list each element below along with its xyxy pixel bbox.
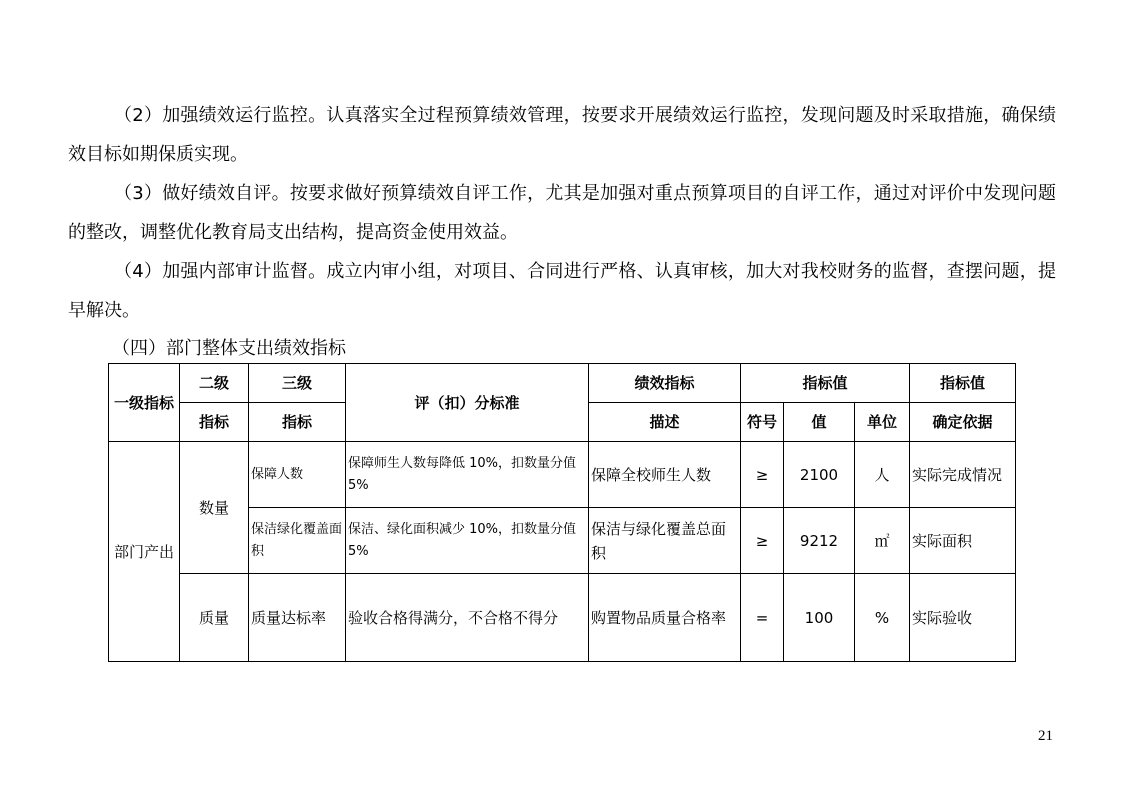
desc-cell: 购置物品质量合格率 bbox=[589, 574, 741, 662]
table-row bbox=[109, 574, 1016, 662]
standard-cell: 保洁、绿化面积减少 10%，扣数量分值 5% bbox=[346, 508, 589, 574]
header-value-group: 指标值 bbox=[741, 364, 910, 403]
level2-cell-quality: 质量 bbox=[180, 574, 249, 662]
header-symbol: 符号 bbox=[741, 403, 784, 442]
header-level1: 一级指标 bbox=[109, 364, 180, 442]
page-number: 21 bbox=[1038, 728, 1053, 744]
value-cell: 100 bbox=[784, 574, 855, 662]
paragraph-internal-audit: （4）加强内部审计监督。成立内审小组，对项目、合同进行严格、认真审核，加大对我校财务的监督，查摆问题，提早解决。 bbox=[68, 261, 1056, 321]
value-cell: 2100 bbox=[784, 442, 855, 508]
level3-cell: 保障人数 bbox=[249, 442, 346, 508]
paragraph-monitoring: （2）加强绩效运行监控。认真落实全过程预算绩效管理，按要求开展绩效运行监控，发现问题及时采取措施，确保绩效目标如期保质实现。 bbox=[68, 105, 1056, 165]
performance-indicator-table bbox=[108, 363, 1016, 662]
unit-cell: % bbox=[855, 574, 910, 662]
symbol-cell: = bbox=[741, 574, 784, 662]
table-row bbox=[109, 442, 1016, 508]
header-unit: 单位 bbox=[855, 403, 910, 442]
header-standard: 评（扣）分标准 bbox=[346, 364, 589, 442]
header-basis-line2: 确定依据 bbox=[910, 403, 1016, 442]
basis-cell: 实际完成情况 bbox=[910, 442, 1016, 508]
section-title: （四）部门整体支出绩效指标 bbox=[112, 338, 346, 359]
standard-cell: 验收合格得满分，不合格不得分 bbox=[346, 574, 589, 662]
desc-cell: 保障全校师生人数 bbox=[589, 442, 741, 508]
standard-cell: 保障师生人数每降低 10%，扣数量分值 5% bbox=[346, 442, 589, 508]
header-basis-line1: 指标值 bbox=[910, 364, 1016, 403]
header-value: 值 bbox=[784, 403, 855, 442]
header-level2-line1: 二级 bbox=[180, 364, 249, 403]
unit-cell: 人 bbox=[855, 442, 910, 508]
header-level3-line2: 指标 bbox=[249, 403, 346, 442]
basis-cell: 实际验收 bbox=[910, 574, 1016, 662]
basis-cell: 实际面积 bbox=[910, 508, 1016, 574]
level3-cell: 质量达标率 bbox=[249, 574, 346, 662]
value-cell: 9212 bbox=[784, 508, 855, 574]
header-desc-line2: 描述 bbox=[589, 403, 741, 442]
desc-cell: 保洁与绿化覆盖总面积 bbox=[589, 508, 741, 574]
level1-cell: 部门产出 bbox=[109, 442, 180, 662]
unit-cell: ㎡ bbox=[855, 508, 910, 574]
level2-cell-quantity: 数量 bbox=[180, 442, 249, 574]
header-desc-line1: 绩效指标 bbox=[589, 364, 741, 403]
level3-cell: 保洁绿化覆盖面积 bbox=[249, 508, 346, 574]
symbol-cell: ≥ bbox=[741, 508, 784, 574]
header-level2-line2: 指标 bbox=[180, 403, 249, 442]
header-row-top bbox=[109, 364, 1016, 403]
paragraph-self-evaluation: （3）做好绩效自评。按要求做好预算绩效自评工作，尤其是加强对重点预算项目的自评工作，通过对评价中发现问题的整改，调整优化教育局支出结构，提高资金使用效益。 bbox=[68, 183, 1056, 243]
symbol-cell: ≥ bbox=[741, 442, 784, 508]
header-level3-line1: 三级 bbox=[249, 364, 346, 403]
